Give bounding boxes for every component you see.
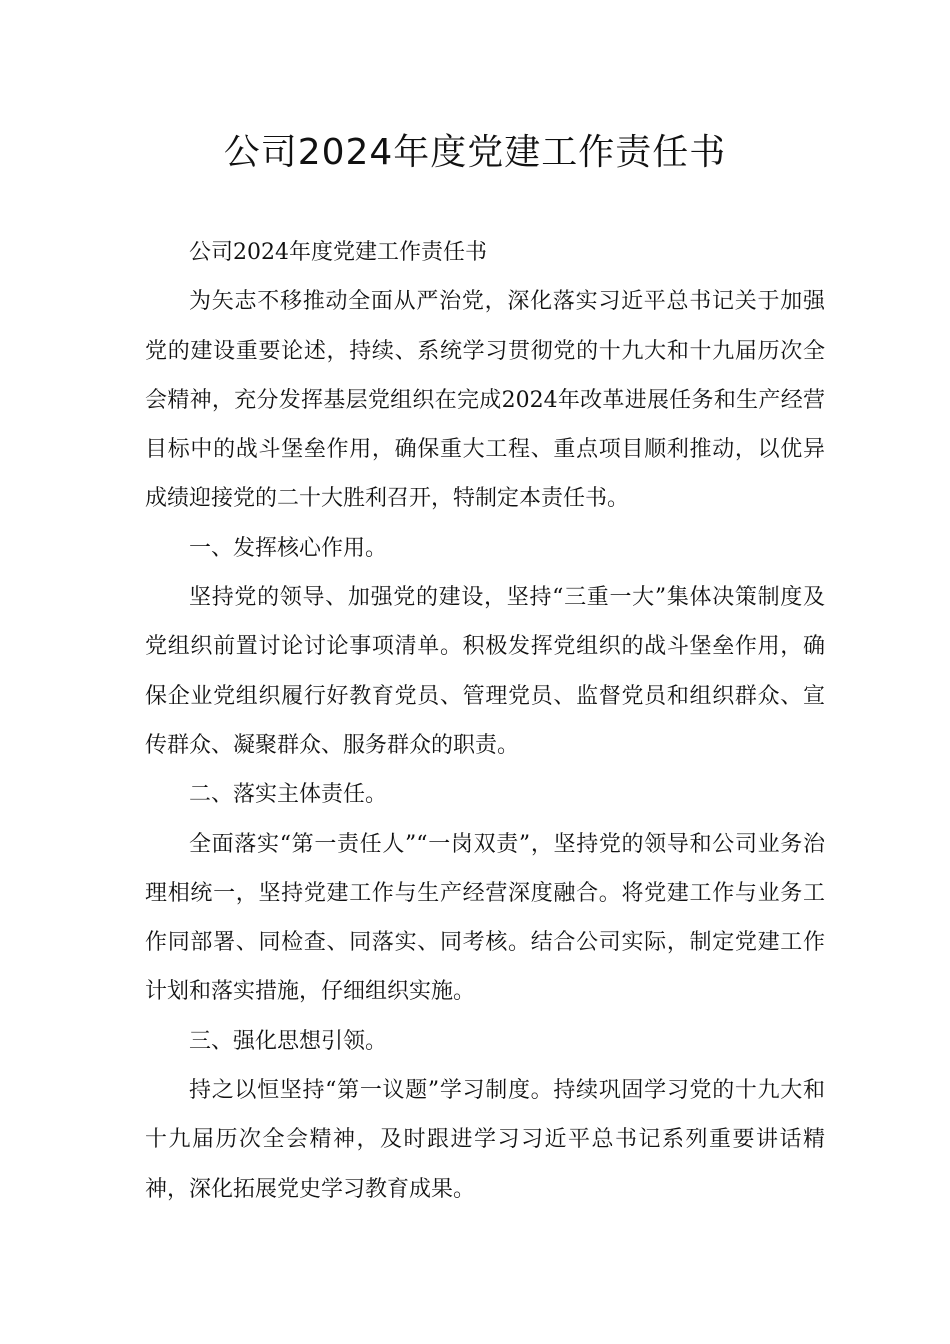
paragraph-section-2: 全面落实“第一责任人”“一岗双责”，坚持党的领导和公司业务治理相统一，坚持党建工作与生产经营深度融合。将党建工作与业务工作同部署、同检查、同落实、同考核。结合公司实际，制定党建工作计划和落实措施，仔细组织实施。 [145,831,825,1005]
section-heading-2: 二、落实主体责任。 [189,782,388,808]
paragraph-section-3: 持之以恒坚持“第一议题”学习制度。持续巩固学习党的十九大和十九届历次全会精神，及时跟进学习习近平总书记系列重要讲话精神，深化拓展党史学习教育成果。 [145,1078,825,1202]
document-body [145,228,825,1214]
section-heading-1: 一、发挥核心作用。 [189,535,388,561]
paragraph-subtitle: 公司2024年度党建工作责任书 [189,240,487,265]
document-title: 公司2024年度党建工作责任书 [223,132,727,173]
paragraph-intro: 为矢志不移推动全面从严治党，深化落实习近平总书记关于加强党的建设重要论述，持续、系统学习贯彻党的十九大和十九届历次全会精神，充分发挥基层党组织在完成2024年改革进展任务和生产经营目标中的战斗堡垒作用，确保重大工程、重点项目顺利推动，以优异成绩迎接党的二十大胜利召开，特制定本责任书。 [145,289,825,512]
paragraph-section-1: 坚持党的领导、加强党的建设，坚持“三重一大”集体决策制度及党组织前置讨论讨论事项清单。积极发挥党组织的战斗堡垒作用，确保企业党组织履行好教育党员、管理党员、监督党员和组织群众、宣传群众、凝聚群众、服务群众的职责。 [145,585,825,758]
section-heading-3: 三、强化思想引领。 [189,1028,388,1054]
